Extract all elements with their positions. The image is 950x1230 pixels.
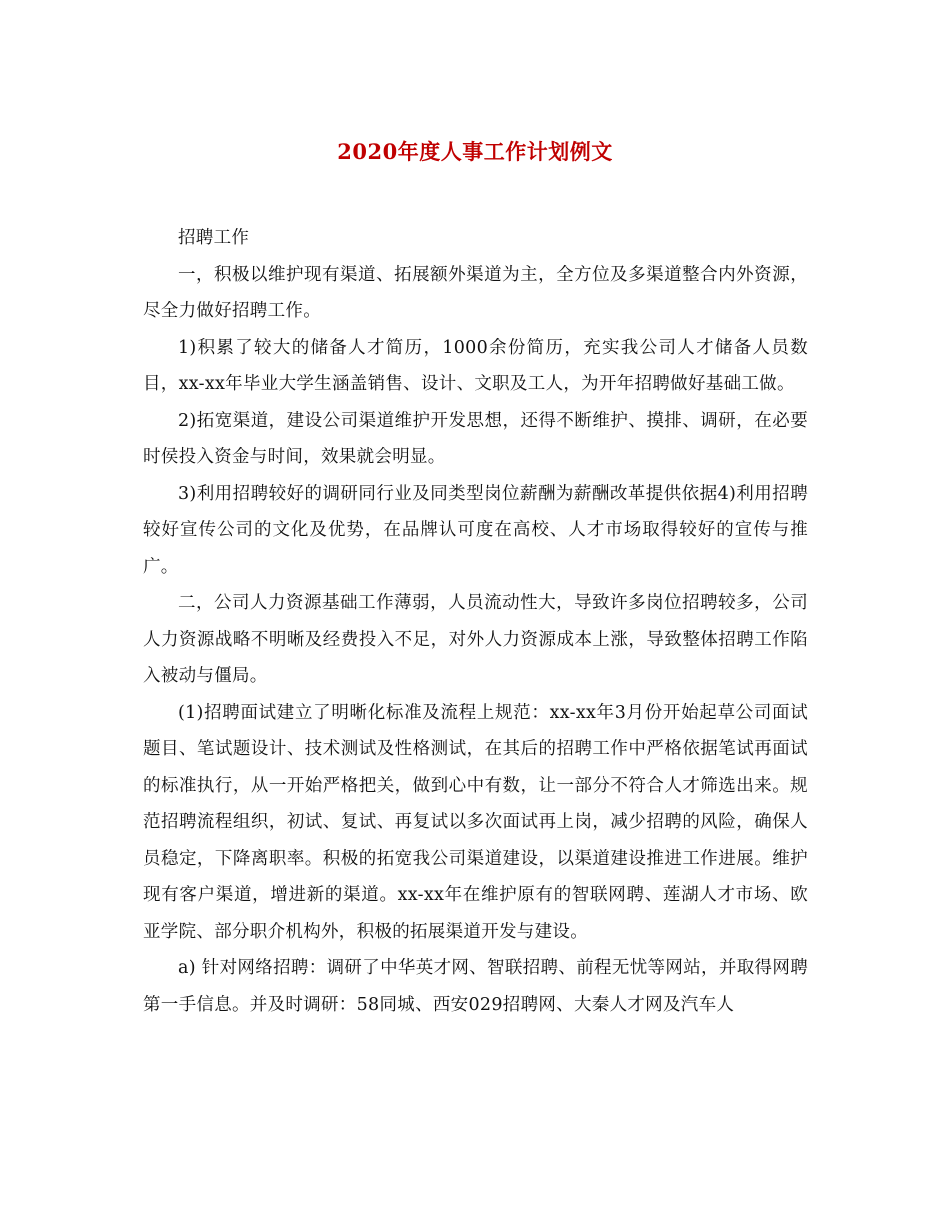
paragraph-3: 2)拓宽渠道，建设公司渠道维护开发思想，还得不断维护、摸排、调研，在必要时侯投入资金与时间，效果就会明显。 [143, 410, 808, 467]
paragraph-7: a) 针对网络招聘：调研了中华英才网、智联招聘、前程无忧等网站，并取得网聘第一手信息。并及时调研：58同城、西安029招聘网、大秦人才网及汽车人 [143, 958, 808, 1015]
document-body [143, 220, 808, 1023]
paragraph-6: (1)招聘面试建立了明晰化标准及流程上规范：xx-xx年3月份开始起草公司面试题目、笔试题设计、技术测试及性格测试，在其后的招聘工作中严格依据笔试再面试的标准执行，从一开始严格把关，做到心中有数，让一部分不符合人才筛选出来。规范招聘流程组织，初试、复试、再复试以多次面试再上岗，减少招聘的风险，确保人员稳定，下降离职率。积极的拓宽我公司渠道建设，以渠道建设推进工作进展。维护现有客户渠道，增进新的渠道。xx-xx年在维护原有的智联网聘、莲湖人才市场、欧亚学院、部分职介机构外，积极的拓展渠道开发与建设。 [143, 702, 808, 942]
section-heading-recruitment: 招聘工作 [178, 228, 250, 248]
paragraph-2: 1)积累了较大的储备人才简历，1000余份简历，充实我公司人才储备人员数目，xx-xx年毕业大学生涵盖销售、设计、文职及工人，为开年招聘做好基础工做。 [143, 337, 808, 394]
paragraph-4: 3)利用招聘较好的调研同行业及同类型岗位薪酬为薪酬改革提供依据4)利用招聘较好宣传公司的文化及优势，在品牌认可度在高校、人才市场取得较好的宣传与推广。 [143, 483, 808, 577]
paragraph-5: 二，公司人力资源基础工作薄弱，人员流动性大，导致许多岗位招聘较多，公司人力资源战略不明晰及经费投入不足，对外人力资源成本上涨，导致整体招聘工作陷入被动与僵局。 [143, 593, 808, 686]
paragraph-1: 一，积极以维护现有渠道、拓展额外渠道为主，全方位及多渠道整合内外资源，尽全力做好招聘工作。 [143, 264, 808, 321]
document-title: 2020年度人事工作计划例文 [337, 139, 613, 164]
